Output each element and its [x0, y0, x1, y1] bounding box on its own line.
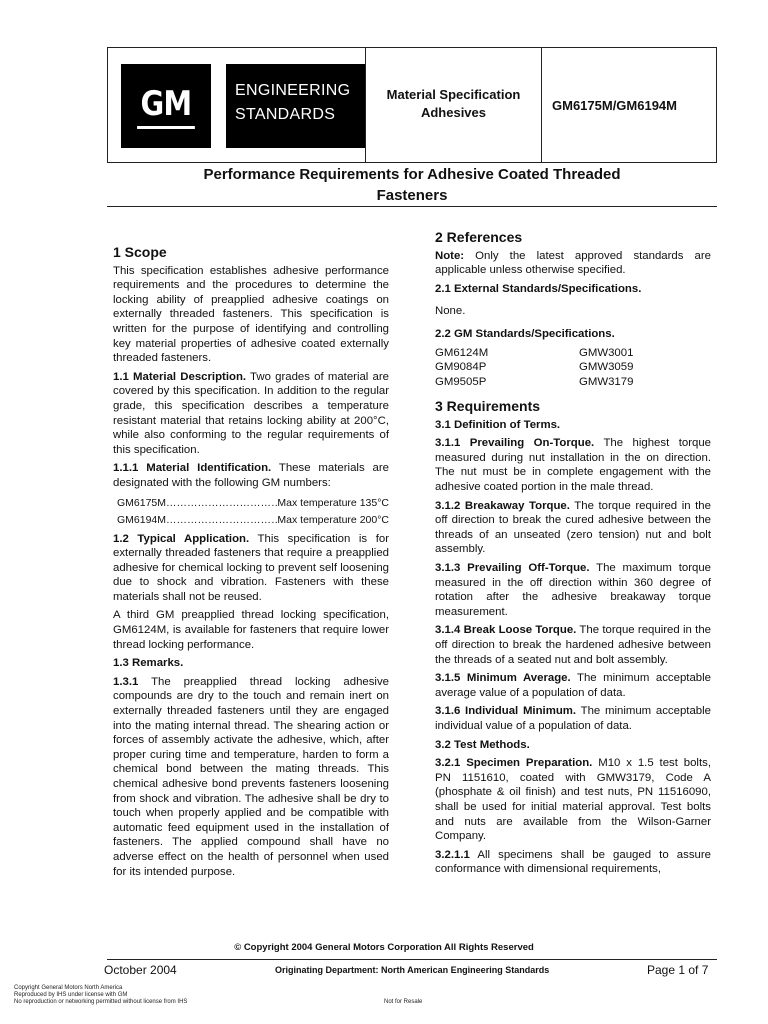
- references-note: Note: Only the latest approved standards are applicable unless otherwise specified.: [435, 249, 711, 277]
- document-title: [107, 164, 717, 206]
- material-temperature: Max temperature 200°C: [277, 513, 389, 526]
- external-standards-heading: 2.1 External Standards/Specifications.: [435, 282, 642, 295]
- ihs-line: Copyright General Motors North America: [14, 985, 123, 991]
- standard-item: GMW3059: [579, 361, 634, 374]
- footer-rule: [107, 959, 717, 960]
- section-3-1-2: 3.1.2 Breakaway Torque. The torque required in the off direction to break the cured adhesive between the threads of an unseated (zero tension) nut and bolt assembly.: [435, 499, 711, 556]
- section-label: 1.2 Typical Application.: [113, 532, 250, 545]
- section-label: 3.1.5 Minimum Average.: [435, 672, 571, 685]
- material-code: GM6194M: [117, 513, 167, 526]
- header-divider: [541, 47, 542, 163]
- gm-standards-heading: 2.2 GM Standards/Specifications.: [435, 327, 615, 340]
- section-label: 3.1.1 Prevailing On-Torque.: [435, 437, 595, 450]
- material-code: GM6175M: [117, 496, 167, 509]
- section-label: 3.1.4 Break Loose Torque.: [435, 624, 577, 637]
- not-for-resale: Not for Resale: [384, 999, 423, 1005]
- material-spec-line1: Material Specification: [386, 87, 521, 102]
- section-1-2: 1.2 Typical Application. This specification is for externally threaded fasteners that require a preapplied adhesive for chemical locking to prevent self loosening due to shock and vibration. Fasteners with these materials shall not be reused.: [113, 532, 389, 603]
- left-column: [113, 245, 389, 883]
- material-specification: [366, 86, 541, 122]
- section-3-1-4: 3.1.4 Break Loose Torque. The torque required in the off direction to break the hardened adhesive between the threads of a seated nut and bolt assembly.: [435, 624, 711, 666]
- section-3-1-1: 3.1.1 Prevailing On-Torque. The highest torque measured during nut installation in the on direction. The nut must be in complete engagement with the adhesive coated portion in the male thread.: [435, 437, 711, 494]
- engineering-label: ENGINEERING: [235, 82, 351, 99]
- section-1-3-1: 1.3.1 The preapplied thread locking adhesive compounds are dry to the touch and remain inert on externally threaded fasteners until they are engaged into the mating internal thread. The shearing action or forces of assembly activate the adhesive, which, after proper curing time and temperature, harden to form a chemical bond between the mating threads. This chemical adhesive bond prevents fasteners loosening from shock and vibration. The adhesive shall be dry to touch when properly applied and be compatible with automatic feed equipment used in the installation of fasteners. The applied compound shall have no adverse effect on the health of personnel when used for its intended purpose.: [113, 675, 389, 878]
- section-label: 3.1.2 Breakaway Torque.: [435, 499, 570, 512]
- section-3-1-6: 3.1.6 Individual Minimum. The minimum acceptable individual value of a population of data.: [435, 705, 711, 732]
- external-standards-text: None.: [435, 305, 466, 318]
- standard-item: GM9084P: [435, 361, 487, 374]
- scope-heading: 1 Scope: [113, 244, 167, 260]
- material-row: [117, 495, 389, 512]
- standard-item: GMW3179: [579, 375, 634, 388]
- leader-dots: [166, 495, 277, 512]
- standards-label: STANDARDS: [235, 106, 336, 123]
- footer-page-number: Page 1 of 7: [647, 963, 709, 977]
- standard-item: GMW3001: [579, 346, 634, 359]
- section-label: 3.1.3 Prevailing Off-Torque.: [435, 562, 590, 574]
- ihs-license-notice: [14, 985, 187, 1006]
- remarks-heading: 1.3 Remarks.: [113, 657, 184, 670]
- section-1-1: 1.1 Material Description. Two grades of material are covered by this specification. In addition to the regular grade, this specification describes a temperature resistant material that retains locking ability at 200°C, while also conforming to the regular requirements of this specification.: [113, 370, 389, 456]
- title-line1: Performance Requirements for Adhesive Coated Threaded: [203, 166, 621, 183]
- section-3-2-1: 3.2.1 Specimen Preparation. M10 x 1.5 test bolts, PN 1151610, coated with GMW3179, Code A (phosphate & oil finish) and test nuts, PN 11516090, shall be used for initial material approval. Test bolts and nuts are available from the Wilson-Garner Company.: [435, 757, 711, 843]
- title-line2: Fasteners: [376, 187, 448, 204]
- scope-text: This specification establishes adhesive performance requirements and the procedures to determine the locking ability of preapplied adhesive coatings on externally threaded fasteners. This specification is written for the purpose of identifying and controlling key material properties of adhesive coated externally threaded fasteners.: [113, 264, 389, 365]
- gm-logo: [121, 64, 211, 148]
- section-label: 1.3.1: [113, 675, 139, 688]
- gm-logo-text: GM: [137, 84, 195, 129]
- section-label: 3.2.1.1: [435, 848, 470, 861]
- material-row: [117, 512, 389, 529]
- requirements-heading: 3 Requirements: [435, 398, 541, 415]
- footer-department: Originating Department: North American Engineering Standards: [275, 965, 550, 975]
- right-column: [435, 230, 711, 881]
- note-label: Note:: [435, 249, 465, 262]
- section-3-1-5: 3.1.5 Minimum Average. The minimum acceptable average value of a population of data.: [435, 672, 711, 699]
- engineering-standards-block: [226, 64, 365, 148]
- references-heading: 2 References: [435, 229, 523, 245]
- ihs-line: No reproduction or networking permitted without license from IHS: [14, 999, 188, 1005]
- spec-number: GM6175M/GM6194M: [552, 98, 677, 113]
- section-3-1-3: 3.1.3 Prevailing Off-Torque. The maximum torque measured in the off direction within 360 degree of rotation after the adhesive breakaway torque measurement.: [435, 562, 711, 618]
- gm-standards-list: [435, 346, 711, 390]
- ihs-line: Reproduced by IHS under license with GM: [14, 992, 128, 998]
- section-3-2-1-1: 3.2.1.1 All specimens shall be gauged to assure conformance with dimensional requirements,: [435, 848, 711, 876]
- definitions-heading: 3.1 Definition of Terms.: [435, 418, 561, 431]
- material-spec-line2: Adhesives: [420, 105, 487, 120]
- copyright-notice: © Copyright 2004 General Motors Corporation All Rights Reserved: [234, 942, 534, 953]
- section-label: 1.1 Material Description.: [113, 370, 247, 383]
- standard-item: GM6124M: [435, 346, 489, 359]
- section-label: 3.1.6 Individual Minimum.: [435, 705, 577, 718]
- section-label: 1.1.1 Material Identification.: [113, 462, 272, 475]
- section-label: 3.2.1 Specimen Preparation.: [435, 757, 593, 770]
- test-methods-heading: 3.2 Test Methods.: [435, 738, 530, 751]
- material-temperature: Max temperature 135°C: [277, 496, 389, 509]
- section-1-2-text2: A third GM preapplied thread locking specification, GM6124M, is available for fasteners that require lower thread locking performance.: [113, 609, 389, 651]
- section-1-1-1: 1.1.1 Material Identification. These materials are designated with the following GM numbers:: [113, 462, 389, 489]
- footer-date: October 2004: [104, 963, 177, 977]
- leader-dots: [166, 512, 277, 529]
- standard-item: GM9505P: [435, 375, 487, 388]
- title-rule: [107, 206, 717, 207]
